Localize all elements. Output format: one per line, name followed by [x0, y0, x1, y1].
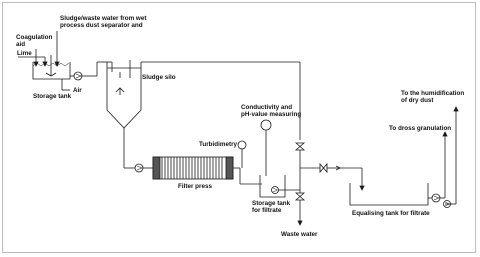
valve-upper — [296, 143, 304, 150]
storage-tank — [33, 55, 70, 79]
pump-storage-tank — [70, 62, 112, 80]
label-turbidimetry: Turbidimetry — [199, 141, 238, 148]
label-lime: Lime — [17, 50, 32, 57]
label-coagulation-aid: Coagulation aid — [16, 34, 53, 49]
label-humidification: To the humidification of dry dust — [401, 90, 465, 105]
label-waste-water: Waste water — [281, 231, 318, 238]
label-dross-granulation: To dross granulation — [389, 125, 452, 132]
valve-lower — [296, 193, 304, 200]
filter-press — [153, 157, 262, 184]
right-line — [298, 150, 320, 225]
storage-tank-filtrate — [260, 175, 300, 197]
pump-filter-press — [135, 164, 153, 172]
conductivity-sensor — [261, 120, 271, 176]
label-sludge-silo: Sludge silo — [142, 74, 176, 81]
label-sludge-waste-water: Sludge/waste water from wet process dust separator and — [60, 15, 147, 30]
label-storage-tank: Storage tank — [33, 93, 72, 100]
sludge-silo — [107, 60, 141, 168]
label-equalising-tank: Equalising tank for filtrate — [352, 210, 430, 217]
turbidimetry-sensor — [238, 141, 246, 168]
label-filter-press: Filter press — [178, 183, 212, 190]
label-air: Air — [73, 87, 82, 94]
label-conductivity: Conductivity and pH-value measuring — [241, 104, 302, 119]
label-storage-tank-filtrate: Storage tank for filtrate — [252, 200, 291, 215]
equalising-tank — [350, 107, 458, 208]
valve-horizontal — [320, 164, 364, 190]
